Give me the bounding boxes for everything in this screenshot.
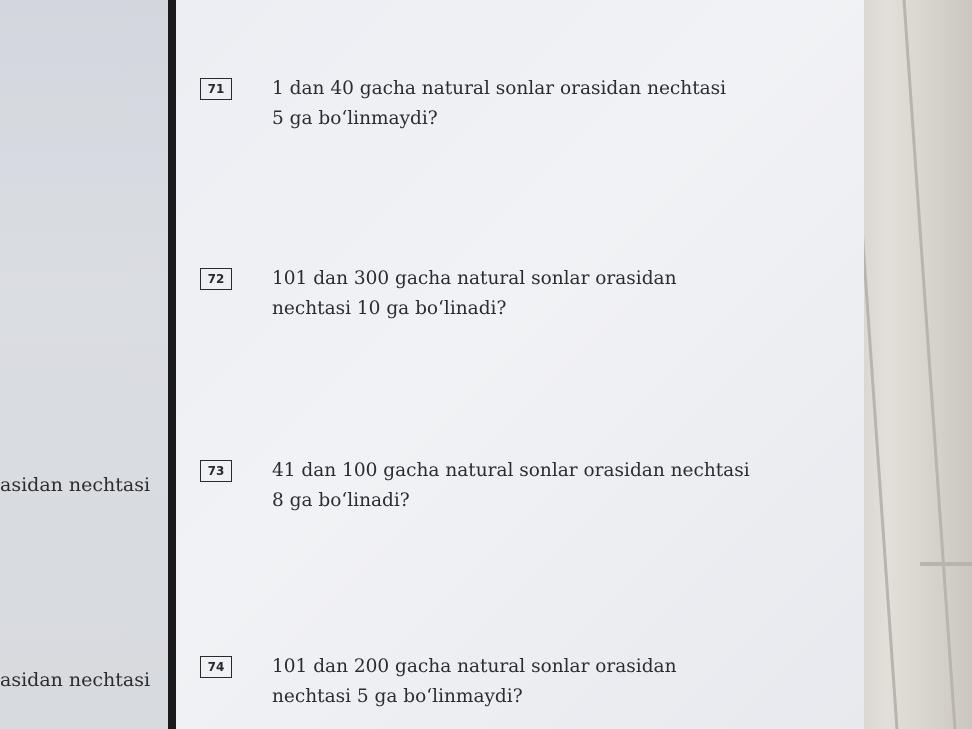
problem-number-box: 72: [200, 268, 232, 290]
left-page-fragment: asidan nechtasi: [0, 474, 151, 496]
left-page: [0, 0, 172, 729]
problem-text-line: 41 dan 100 gacha natural sonlar orasidan nechtasi: [272, 460, 750, 481]
problem-text: [272, 264, 752, 324]
problem-text-line: 5 ga bo‘linmaydi?: [272, 108, 438, 129]
floor-background: [850, 0, 972, 729]
problem-text: [272, 456, 752, 516]
problem-text-line: 101 dan 300 gacha natural sonlar orasidan: [272, 268, 677, 289]
problem-text-line: 101 dan 200 gacha natural sonlar orasidan: [272, 656, 677, 677]
left-page-fragment: asidan nechtasi: [0, 669, 151, 691]
problem-text-line: nechtasi 5 ga bo‘linmaydi?: [272, 686, 523, 707]
problem-text: [272, 652, 752, 712]
problem-text-line: nechtasi 10 ga bo‘linadi?: [272, 298, 507, 319]
problem-text-line: 1 dan 40 gacha natural sonlar orasidan nechtasi: [272, 78, 727, 99]
problem-text-line: 8 ga bo‘linadi?: [272, 490, 410, 511]
page-divider-line: [168, 0, 176, 729]
problem-number-box: 73: [200, 460, 232, 482]
floor-plank-seam: [920, 562, 972, 566]
problem-number-box: 71: [200, 78, 232, 100]
problem-number-box: 74: [200, 656, 232, 678]
problem-text: [272, 74, 752, 134]
floor-plank-seam: [903, 0, 957, 729]
